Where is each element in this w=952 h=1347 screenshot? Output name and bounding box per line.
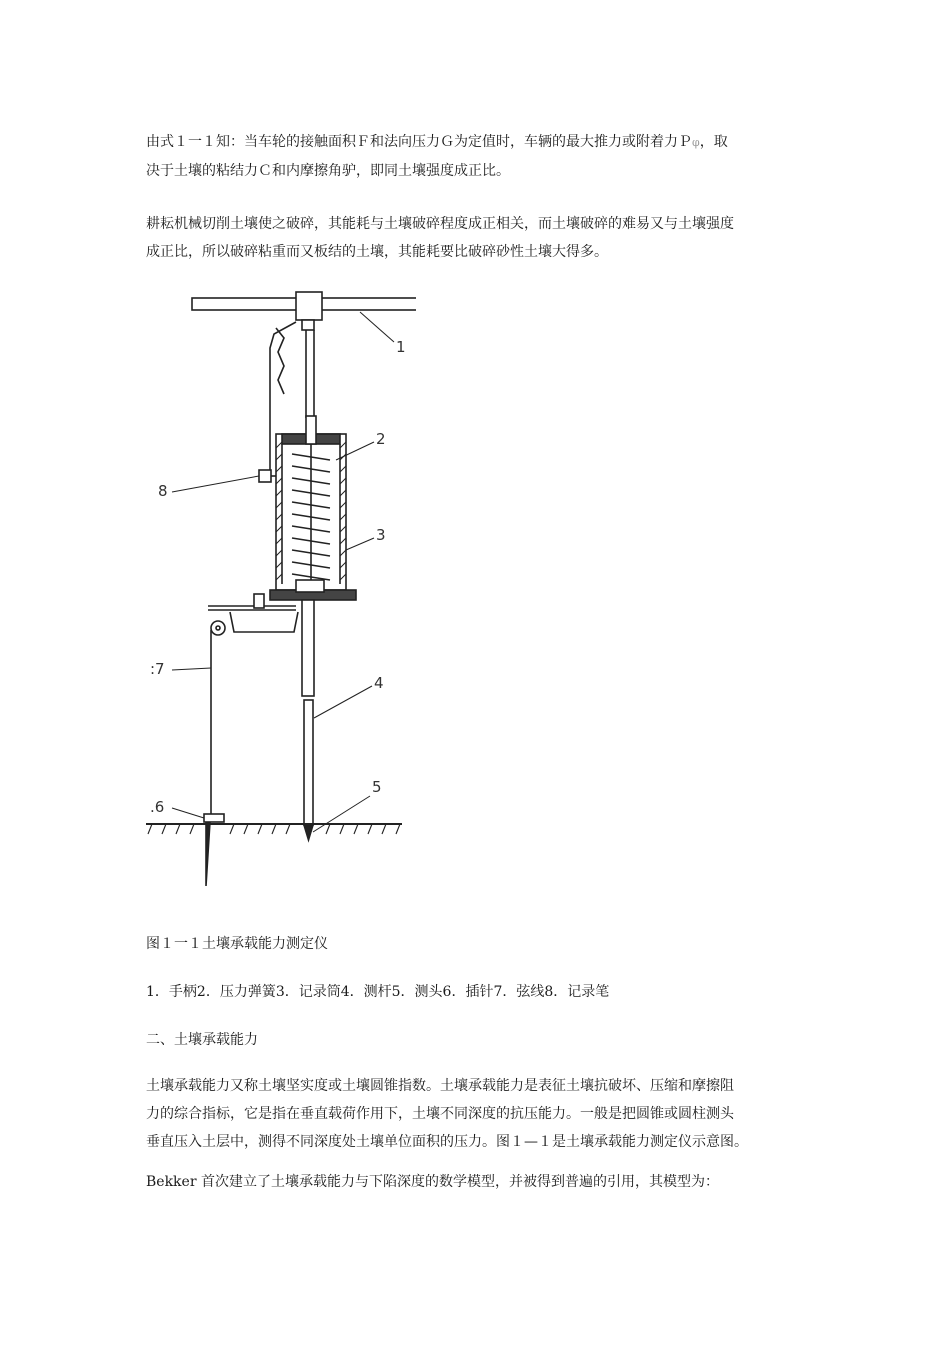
label-1: 1 [396, 338, 406, 356]
insert-pin [206, 822, 210, 886]
paragraph-4: Bekker 首次建立了土壤承载能力与下陷深度的数学模型，并被得到普遍的引用，其模型为： [146, 1174, 719, 1190]
paragraph-3-line-2: 力的综合指标，它是指在垂直载荷作用下，土壤不同深度的抗压能力。一般是把圆锥或圆柱测头 [146, 1106, 734, 1122]
paragraph-1 [146, 128, 812, 185]
label-4: 4 [374, 674, 384, 692]
apparatus-drawing [146, 288, 416, 898]
label-7: :7 [150, 660, 165, 678]
paragraph-3-line-3: 垂直压入土层中，测得不同深度处土壤单位面积的压力。图１—１是土壤承载能力测定仪示意图。 [146, 1134, 748, 1150]
label-3: 3 [376, 526, 386, 544]
paragraph-3-line-1: 土壤承载能力又称土壤坚实度或土壤圆锥指数。土壤承载能力是表征土壤抗破坏、压缩和摩擦阻 [146, 1078, 734, 1094]
measuring-rod [302, 600, 314, 696]
probe-tip [304, 825, 313, 840]
paragraph-3 [146, 1072, 812, 1156]
paragraph-2-line-1: 耕耘机械切削土壤使之破碎，其能耗与土壤破碎程度成正相关，而土壤破碎的难易又与土壤强度 [146, 216, 734, 232]
label-6: .6 [150, 798, 165, 816]
paragraph-1-line-2: 决于土壤的粘结力Ｃ和内摩擦角驴，即同土壤强度成正比。 [146, 163, 510, 179]
label-5: 5 [372, 778, 382, 796]
label-8: 8 [158, 482, 168, 500]
handle-hub [296, 292, 322, 320]
figure-legend: 1．手柄2．压力弹簧3．记录筒4．测杆5．测头6．插针7．弦线8．记录笔 [146, 984, 610, 1000]
figure-caption: 图１一１土壤承载能力测定仪 [146, 936, 328, 952]
section-heading: 二、土壤承载能力 [146, 1032, 258, 1048]
paragraph-1-line-1: 由式１一１知：当车轮的接触面积Ｆ和法向压力Ｇ为定值时，车辆的最大推力或附着力Ｐφ，取 [146, 134, 728, 150]
tray [230, 612, 298, 632]
soil-bearing-tester-figure [146, 288, 416, 898]
pulley [211, 621, 225, 635]
label-2: 2 [376, 430, 386, 448]
paragraph-2-line-2: 成正比，所以破碎粘重而又板结的土壤，其能耗要比破碎砂性土壤大得多。 [146, 244, 608, 260]
garbled-symbol-icon: φ [692, 136, 700, 149]
pin-block [204, 814, 224, 822]
recording-pen [259, 470, 271, 482]
paragraph-2 [146, 210, 812, 266]
